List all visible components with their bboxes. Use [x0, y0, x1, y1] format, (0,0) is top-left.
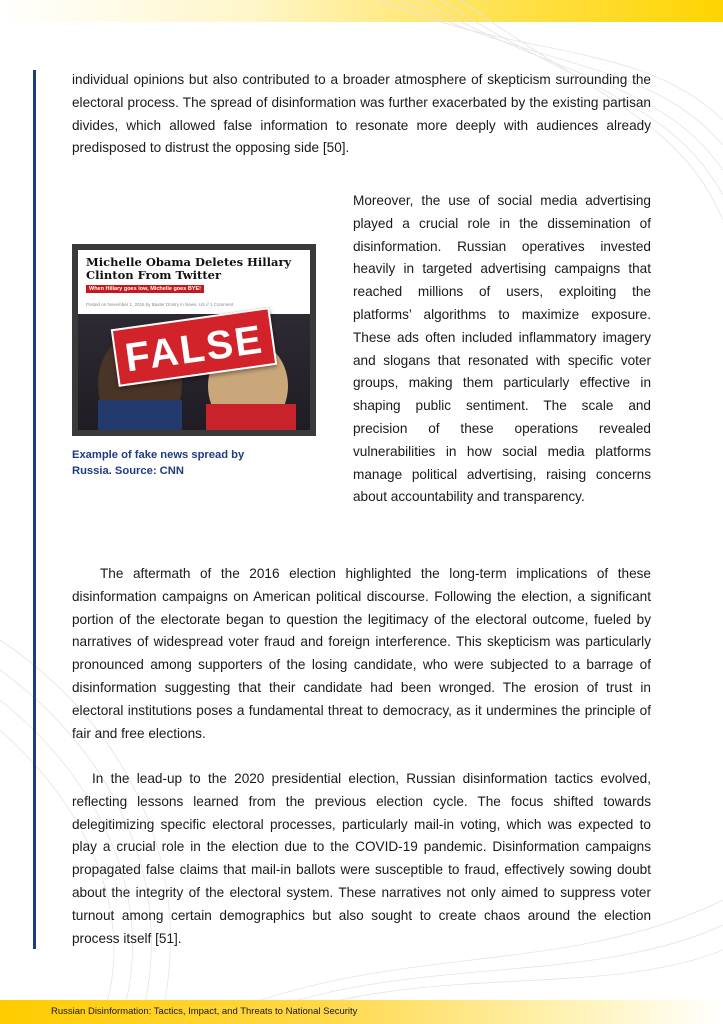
- figure-caption: Example of fake news spread by Russia. Source: CNN: [72, 449, 245, 477]
- paragraph-3: The aftermath of the 2016 election highlighted the long-term implications of these disinformation campaigns on American political discourse. Following the election, a significant portion of the electorate began to question the legitimacy of the electoral outcome, fueled by narratives of widespread voter fraud and foreign interference. This skepticism was particularly pronounced among supporters of the losing candidate, who were subjected to a barrage of disinformation suggesting that their candidate had been wronged. The erosion of trust in electoral institutions poses a fundamental threat to democracy, as it undermines the principle of fair and free elections.: [72, 566, 651, 741]
- figure-tag: When Hillary goes low, Michelle goes BYE!: [86, 285, 204, 293]
- figure-screenshot: [78, 250, 310, 430]
- false-stamp: FALSE: [111, 307, 278, 387]
- left-accent-rule: [33, 70, 36, 949]
- fake-news-figure: [72, 244, 316, 436]
- paragraph-4: In the lead-up to the 2020 presidential election, Russian disinformation tactics evolved, reflecting lessons learned from the previous election cycle. The focus shifted towards delegitimizing specific electoral processes, particularly mail-in voting, which was expected to play a crucial role in the election due to the COVID-19 pandemic. Disinformation campaigns propagated false claims that mail-in ballots were susceptible to fraud, effectively sowing doubt about the integrity of the electoral system. These narratives not only aimed to suppress voter turnout among certain demographics but also sought to create chaos around the election process itself [51].: [72, 771, 651, 946]
- paragraph-2: Moreover, the use of social media advertising played a crucial role in the dissemination of disinformation. Russian operatives invested heavily in targeted advertising campaigns that reached millions of users, exploiting the platforms’ algorithms to maximize exposure. These ads often included inflammatory imagery and slogans that resonated with specific voter groups, making them particularly effective in shaping public sentiment. The scale and precision of these operations revealed vulnerabilities in how social media platforms manage political advertising, raising concerns about accountability and transparency.: [353, 193, 651, 505]
- paragraph-1: individual opinions but also contributed to a broader atmosphere of skepticism surrounding the electoral process. The spread of disinformation was further exacerbated by the existing partisan divides, which allowed false information to resonate more deeply with audiences already predisposed to distrust the opposing side [50].: [72, 72, 651, 156]
- footer-title: Russian Disinformation: Tactics, Impact, and Threats to National Security: [51, 1006, 358, 1017]
- figure-byline: Posted on November 1, 2016 by Baxter Dmitry in News, US // 1 Comment: [86, 302, 234, 307]
- figure-headline: Michelle Obama Deletes Hillary Clinton From Twitter: [86, 255, 292, 282]
